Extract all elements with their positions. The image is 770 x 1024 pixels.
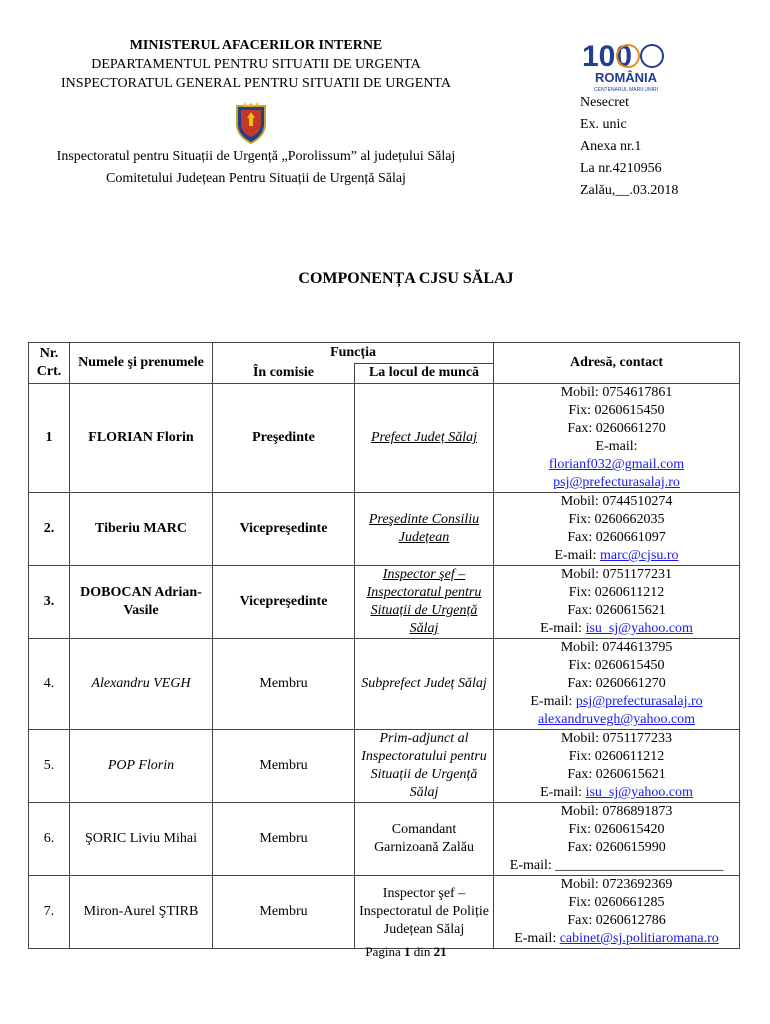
members-table — [28, 342, 740, 949]
table-row — [29, 566, 740, 639]
document-header — [28, 36, 484, 93]
member-name: ŞORIC Liviu Mihai — [70, 803, 213, 876]
inspectorate-name: INSPECTORATUL GENERAL PENTRU SITUATII DE URGENTA — [61, 76, 451, 91]
contact-mobile: Mobil: 0751177231 — [560, 567, 673, 582]
contact-fax: Fax: 0260612786 — [567, 913, 666, 928]
logo-number: 100 — [582, 40, 633, 73]
footer-of-word: din — [413, 944, 431, 959]
email-link[interactable]: alexandruvegh@yahoo.com — [537, 712, 696, 727]
table-row — [29, 384, 740, 493]
contact-fix: Fix: 0260661285 — [568, 895, 665, 910]
member-job: Comandant Garnizoană Zalău — [355, 803, 494, 876]
footer-page-word: Pagina — [365, 944, 401, 959]
member-contact — [494, 566, 740, 639]
row-nr: 7. — [29, 876, 70, 949]
row-nr: 1 — [29, 384, 70, 493]
committee-name: Comitetului Județean Pentru Situații de Urgență Sălaj — [106, 171, 406, 186]
member-role: Membru — [213, 876, 355, 949]
contact-fix: Fix: 0260611212 — [568, 749, 665, 764]
logo-subtext: CENTENARUL MARII UNIRI — [594, 87, 658, 93]
header-in-commission: În comisie — [213, 363, 355, 384]
contact-email-label: E-mail: ________________________ — [509, 858, 724, 873]
table-row — [29, 730, 740, 803]
contact-email-label: E-mail: — [530, 694, 573, 709]
header-function: Funcția — [213, 343, 494, 364]
copy-count: Ex. unic — [580, 117, 627, 132]
header-contact: Adresă, contact — [494, 343, 740, 384]
header-name: Numele şi prenumele — [70, 343, 213, 384]
contact-fax: Fax: 0260661097 — [567, 530, 666, 545]
member-name: Alexandru VEGH — [70, 639, 213, 730]
member-role: Vicepreşedinte — [213, 566, 355, 639]
member-job: Prefect Județ Sălaj — [355, 384, 494, 493]
contact-mobile: Mobil: 0754617861 — [560, 385, 673, 400]
contact-fax: Fax: 0260615621 — [567, 767, 666, 782]
table-row — [29, 493, 740, 566]
contact-fax: Fax: 0260661270 — [567, 676, 666, 691]
row-nr: 3. — [29, 566, 70, 639]
contact-mobile: Mobil: 0744613795 — [560, 640, 673, 655]
footer-page-total: 21 — [433, 944, 447, 959]
classification: Nesecret — [580, 95, 629, 110]
contact-mobile: Mobil: 0786891873 — [560, 804, 673, 819]
email-link[interactable]: isu_sj@yahoo.com — [585, 785, 693, 800]
member-role: Vicepreşedinte — [213, 493, 355, 566]
member-role: Membru — [213, 803, 355, 876]
email-link[interactable]: cabinet@sj.politiaromana.ro — [559, 931, 719, 946]
member-contact — [494, 493, 740, 566]
contact-email-label: E-mail: — [514, 931, 557, 946]
member-name: DOBOCAN Adrian-Vasile — [70, 566, 213, 639]
contact-fix: Fix: 0260611212 — [568, 585, 665, 600]
header-at-work: La locul de muncă — [355, 363, 494, 384]
page-footer — [0, 944, 770, 960]
member-contact — [494, 639, 740, 730]
page-title: COMPONENȚA CJSU SĂLAJ — [298, 270, 514, 287]
table-row — [29, 803, 740, 876]
member-name: FLORIAN Florin — [70, 384, 213, 493]
email-link[interactable]: psj@prefecturasalaj.ro — [553, 475, 680, 490]
member-job: Inspector şef – Inspectoratul pentru Situații de Urgență Sălaj — [355, 566, 494, 639]
contact-email-label: E-mail: — [595, 439, 638, 454]
annex-number: Anexa nr.1 — [580, 139, 642, 154]
member-job: Prim-adjunct al Inspectoratului pentru Situații de Urgență Sălaj — [355, 730, 494, 803]
row-nr: 4. — [29, 639, 70, 730]
row-nr: 2. — [29, 493, 70, 566]
contact-fix: Fix: 0260615420 — [568, 822, 665, 837]
member-role: Membru — [213, 730, 355, 803]
contact-fix: Fix: 0260662035 — [568, 512, 665, 527]
contact-mobile: Mobil: 0744510274 — [560, 494, 673, 509]
contact-mobile: Mobil: 0751177233 — [560, 731, 673, 746]
email-link[interactable]: florianf032@gmail.com — [548, 457, 685, 472]
header-nr: Nr. Crt. — [29, 343, 70, 384]
member-contact — [494, 730, 740, 803]
contact-fix: Fix: 0260615450 — [568, 658, 665, 673]
member-role: Membru — [213, 639, 355, 730]
member-contact — [494, 803, 740, 876]
footer-page-number: 1 — [404, 944, 411, 959]
member-name: Tiberiu MARC — [70, 493, 213, 566]
member-job: Preşedinte Consiliu Județean — [355, 493, 494, 566]
document-meta — [580, 92, 678, 202]
member-role: Preşedinte — [213, 384, 355, 493]
county-header — [28, 146, 484, 190]
romania-centenary-logo — [578, 36, 674, 94]
member-contact — [494, 876, 740, 949]
document-date: Zalău,__.03.2018 — [580, 183, 679, 198]
contact-fax: Fax: 0260615621 — [567, 603, 666, 618]
member-contact — [494, 384, 740, 493]
row-nr: 5. — [29, 730, 70, 803]
email-link[interactable]: isu_sj@yahoo.com — [585, 621, 693, 636]
contact-fax: Fax: 0260661270 — [567, 421, 666, 436]
contact-fax: Fax: 0260615990 — [567, 840, 666, 855]
reference-number: La nr.4210956 — [580, 161, 662, 176]
contact-email-label: E-mail: — [554, 548, 597, 563]
ministry-name: MINISTERUL AFACERILOR INTERNE — [129, 38, 383, 53]
contact-fix: Fix: 0260615450 — [568, 403, 665, 418]
member-job: Subprefect Județ Sălaj — [355, 639, 494, 730]
contact-mobile: Mobil: 0723692369 — [560, 877, 673, 892]
coat-of-arms-icon — [233, 100, 269, 144]
contact-email-label: E-mail: — [540, 785, 583, 800]
member-name: POP Florin — [70, 730, 213, 803]
email-link[interactable]: marc@cjsu.ro — [599, 548, 679, 563]
county-inspectorate-name: Inspectoratul pentru Situații de Urgență „Porolissum” al județului Sălaj — [56, 149, 456, 164]
member-job: Inspector şef – Inspectoratul de Poliție Județean Sălaj — [355, 876, 494, 949]
logo-text: ROMÂNIA — [594, 70, 658, 85]
table-row — [29, 876, 740, 949]
contact-email-label: E-mail: — [540, 621, 583, 636]
table-row — [29, 639, 740, 730]
member-name: Miron-Aurel ŞTIRB — [70, 876, 213, 949]
email-link[interactable]: psj@prefecturasalaj.ro — [575, 694, 703, 709]
row-nr: 6. — [29, 803, 70, 876]
department-name: DEPARTAMENTUL PENTRU SITUATII DE URGENTA — [91, 57, 421, 72]
